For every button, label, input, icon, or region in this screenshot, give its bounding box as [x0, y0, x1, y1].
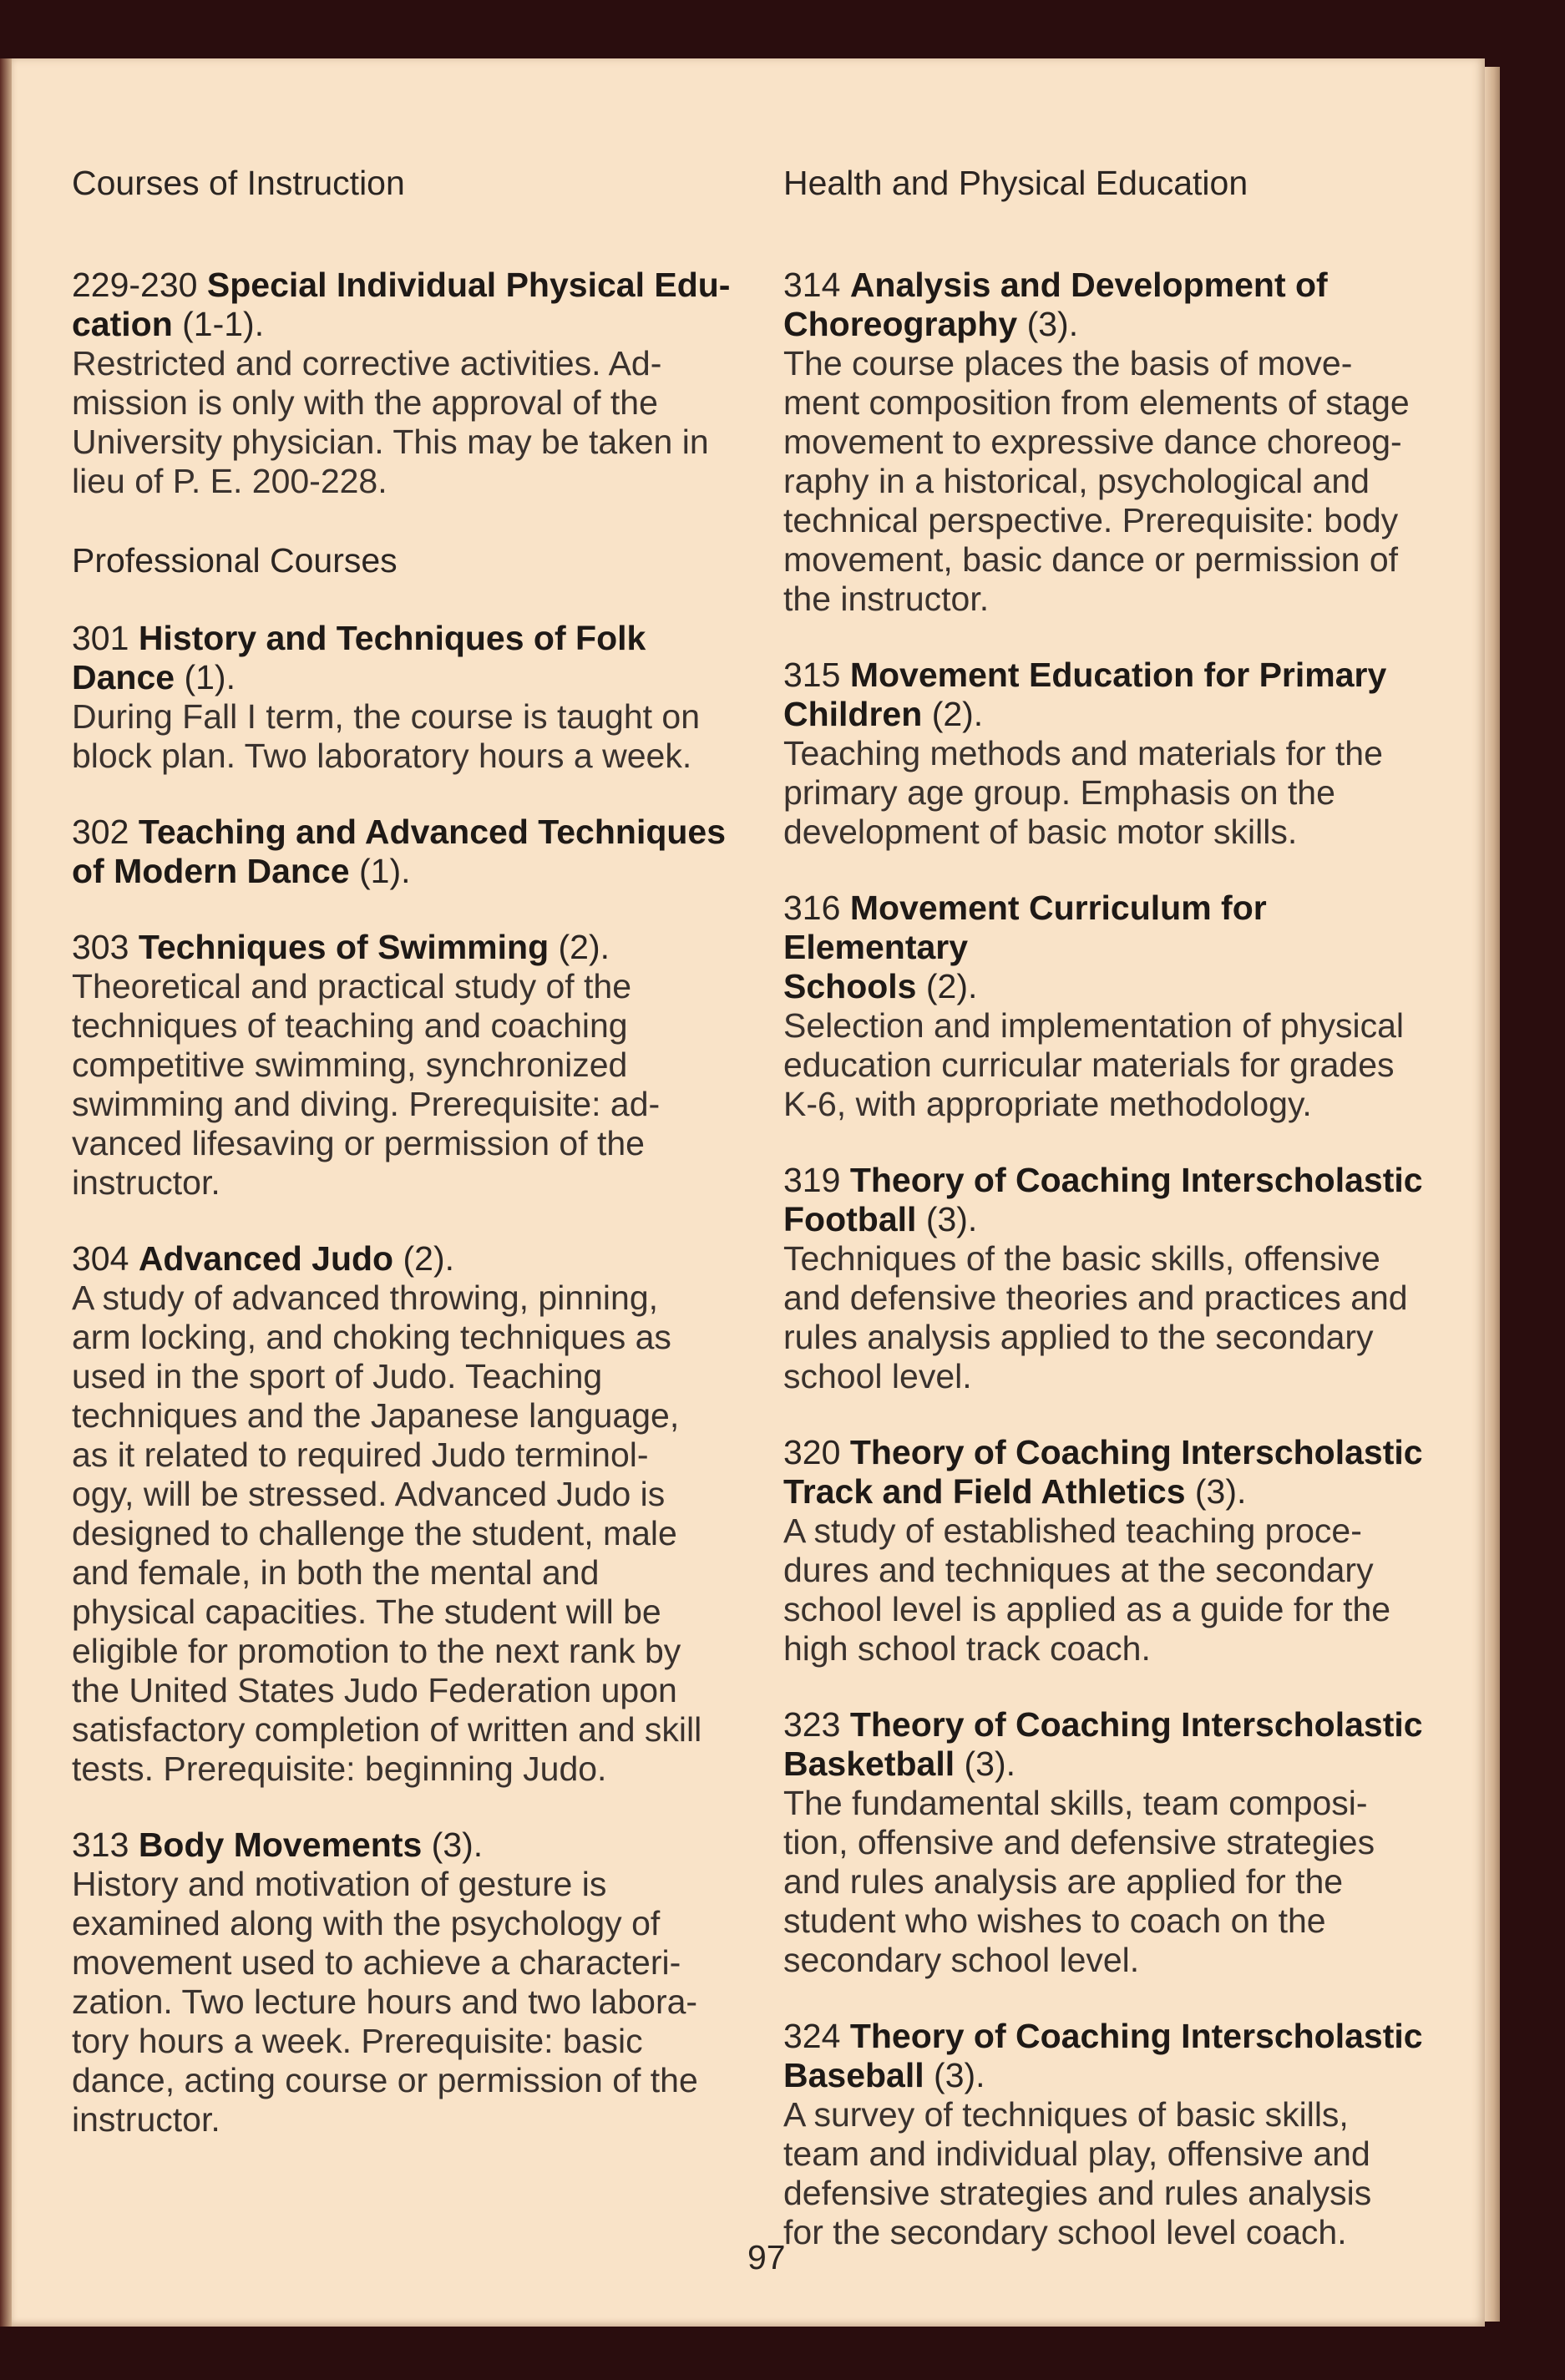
- left-column: [72, 266, 740, 2176]
- course-credits: (2).: [393, 1239, 455, 1278]
- description-line: tory hours a week. Prerequisite: basic: [72, 2022, 643, 2060]
- description-line: for the secondary school level coach.: [783, 2213, 1347, 2251]
- course-credits: (2).: [922, 695, 984, 733]
- description-line: school level is applied as a guide for the: [783, 1590, 1391, 1628]
- course-name-cont: Children: [783, 695, 923, 733]
- course-credits: (1).: [175, 658, 236, 696]
- course-title: [783, 656, 1451, 734]
- course-description: [72, 1279, 740, 1789]
- course-number: 323: [783, 1705, 841, 1744]
- description-line: rules analysis applied to the secondary: [783, 1318, 1374, 1356]
- description-line: The course places the basis of move-: [783, 344, 1353, 382]
- description-line: History and motivation of gesture is: [72, 1865, 607, 1903]
- course-entry: [783, 889, 1451, 1124]
- course-entry: [72, 1826, 740, 2139]
- course-name-cont: Baseball: [783, 2056, 924, 2094]
- section-heading: Professional Courses: [72, 541, 398, 580]
- description-line: as it related to required Judo terminol-: [72, 1436, 649, 1474]
- course-entry: [72, 813, 740, 891]
- course-entry: [783, 2017, 1451, 2252]
- description-line: lieu of P. E. 200-228.: [72, 462, 387, 500]
- course-number: 304: [72, 1239, 129, 1278]
- description-line: ogy, will be stressed. Advanced Judo is: [72, 1475, 666, 1513]
- description-line: Teaching methods and materials for the: [783, 734, 1383, 772]
- running-header-right: Health and Physical Education: [783, 164, 1248, 202]
- course-entry: [72, 266, 740, 501]
- course-name: Techniques of Swimming: [138, 928, 550, 966]
- course-title: [72, 266, 740, 344]
- description-line: dures and techniques at the secondary: [783, 1551, 1374, 1589]
- description-line: and female, in both the mental and: [72, 1553, 600, 1592]
- description-line: student who wishes to coach on the: [783, 1901, 1326, 1940]
- description-line: zation. Two lecture hours and two labora-: [72, 1982, 698, 2021]
- description-line: movement, basic dance or permission of: [783, 540, 1399, 579]
- course-credits: (1-1).: [172, 305, 265, 343]
- page-number: 97: [747, 2238, 786, 2276]
- course-number: 313: [72, 1826, 129, 1864]
- description-line: ment composition from elements of stage: [783, 383, 1410, 422]
- right-column: [783, 266, 1451, 2289]
- course-title: [72, 619, 740, 697]
- course-credits: (3).: [955, 1744, 1016, 1783]
- course-name: Teaching and Advanced Techniques: [138, 813, 727, 851]
- course-number: 320: [783, 1433, 841, 1471]
- left-course-list: [72, 619, 740, 2139]
- description-line: raphy in a historical, psychological and: [783, 462, 1370, 500]
- course-number: 324: [783, 2017, 841, 2055]
- description-line: examined along with the psychology of: [72, 1904, 661, 1942]
- course-number: 315: [783, 656, 841, 694]
- description-line: A study of advanced throwing, pinning,: [72, 1279, 659, 1317]
- course-credits: (2).: [916, 967, 978, 1005]
- course-name-cont: Schools: [783, 967, 917, 1005]
- description-line: school level.: [783, 1357, 972, 1395]
- course-name: History and Techniques of Folk: [138, 619, 646, 657]
- course-description: [783, 1006, 1451, 1124]
- description-line: high school track coach.: [783, 1629, 1151, 1668]
- description-line: Theoretical and practical study of the: [72, 967, 632, 1005]
- course-description: [783, 344, 1451, 619]
- course-title: [783, 1705, 1451, 1784]
- course-name-cont: Basketball: [783, 1744, 955, 1783]
- description-line: competitive swimming, synchronized: [72, 1046, 628, 1084]
- description-line: satisfactory completion of written and skill: [72, 1710, 702, 1749]
- description-line: Techniques of the basic skills, offensive: [783, 1239, 1380, 1278]
- description-line: the United States Judo Federation upon: [72, 1671, 677, 1709]
- description-line: defensive strategies and rules analysis: [783, 2174, 1372, 2212]
- course-credits: (3).: [916, 1200, 978, 1238]
- course-description: [72, 967, 740, 1203]
- course-title: [783, 1433, 1451, 1512]
- description-line: Restricted and corrective activities. Ad-: [72, 344, 662, 382]
- course-description: [783, 1512, 1451, 1669]
- course-description: [783, 1784, 1451, 1980]
- course-name: Advanced Judo: [138, 1239, 394, 1278]
- course-description: [783, 1239, 1451, 1396]
- course-number: 229-230: [72, 266, 198, 304]
- course-title: [72, 1239, 740, 1279]
- course-name: Theory of Coaching Interscholastic: [849, 1433, 1423, 1471]
- description-line: block plan. Two laboratory hours a week.: [72, 737, 692, 775]
- description-line: instructor.: [72, 2100, 220, 2139]
- course-number: 319: [783, 1161, 841, 1199]
- description-line: eligible for promotion to the next rank by: [72, 1632, 681, 1670]
- course-entry: [783, 1161, 1451, 1396]
- course-entry: [783, 1433, 1451, 1669]
- description-line: secondary school level.: [783, 1941, 1140, 1979]
- course-credits: (3).: [1017, 305, 1079, 343]
- description-line: team and individual play, offensive and: [783, 2134, 1370, 2173]
- course-name-cont: Dance: [72, 658, 175, 696]
- description-line: K-6, with appropriate methodology.: [783, 1085, 1312, 1123]
- description-line: tests. Prerequisite: beginning Judo.: [72, 1750, 607, 1788]
- course-name: Analysis and Development of: [849, 266, 1328, 304]
- course-number: 302: [72, 813, 129, 851]
- description-line: development of basic motor skills.: [783, 813, 1298, 851]
- description-line: techniques of teaching and coaching: [72, 1006, 628, 1045]
- course-credits: (2).: [549, 928, 610, 966]
- description-line: and rules analysis are applied for the: [783, 1862, 1344, 1901]
- description-line: University physician. This may be taken in: [72, 423, 709, 461]
- course-description: [72, 344, 740, 501]
- description-line: instructor.: [72, 1163, 220, 1202]
- course-name: Special Individual Physical Edu-: [206, 266, 731, 304]
- description-line: A study of established teaching proce-: [783, 1512, 1362, 1550]
- course-title: [72, 1826, 740, 1865]
- description-line: arm locking, and choking techniques as: [72, 1318, 671, 1356]
- description-line: movement used to achieve a characteri-: [72, 1943, 681, 1982]
- course-number: 301: [72, 619, 129, 657]
- course-number: 314: [783, 266, 841, 304]
- course-description: [72, 697, 740, 776]
- course-entry: [72, 619, 740, 776]
- course-name: Theory of Coaching Interscholastic: [849, 1161, 1423, 1199]
- course-name-cont: cation: [72, 305, 173, 343]
- right-course-list: [783, 266, 1451, 2252]
- course-entry: [72, 1239, 740, 1789]
- description-line: techniques and the Japanese language,: [72, 1396, 680, 1435]
- description-line: swimming and diving. Prerequisite: ad-: [72, 1085, 661, 1123]
- course-title: [783, 889, 1451, 1006]
- description-line: physical capacities. The student will be: [72, 1593, 661, 1631]
- course-credits: (3).: [924, 2056, 985, 2094]
- book-binding-shadow: [0, 58, 12, 2327]
- description-line: movement to expressive dance choreog-: [783, 423, 1402, 461]
- course-credits: (1).: [349, 852, 411, 890]
- description-line: technical perspective. Prerequisite: body: [783, 501, 1399, 539]
- course-entry: [783, 1705, 1451, 1980]
- course-name-cont: of Modern Dance: [72, 852, 350, 890]
- course-description: [783, 2095, 1451, 2252]
- course-name: Body Movements: [138, 1826, 423, 1864]
- course-title: [783, 266, 1451, 344]
- description-line: During Fall I term, the course is taught on: [72, 697, 701, 736]
- course-credits: (3).: [422, 1826, 484, 1864]
- description-line: designed to challenge the student, male: [72, 1514, 677, 1552]
- course-title: [72, 928, 740, 967]
- course-name: Movement Education for Primary: [849, 656, 1387, 694]
- description-line: The fundamental skills, team composi-: [783, 1784, 1368, 1822]
- description-line: primary age group. Emphasis on the: [783, 773, 1335, 812]
- course-title: [72, 813, 740, 891]
- course-entry: [72, 928, 740, 1203]
- course-name-cont: Track and Field Athletics: [783, 1472, 1186, 1511]
- running-header-left: Courses of Instruction: [72, 164, 405, 202]
- description-line: vanced lifesaving or permission of the: [72, 1124, 645, 1162]
- description-line: Selection and implementation of physical: [783, 1006, 1404, 1045]
- description-line: and defensive theories and practices and: [783, 1279, 1408, 1317]
- course-name: Theory of Coaching Interscholastic: [849, 1705, 1423, 1744]
- course-name-cont: Choreography: [783, 305, 1018, 343]
- description-line: used in the sport of Judo. Teaching: [72, 1357, 603, 1395]
- description-line: mission is only with the approval of the: [72, 383, 658, 422]
- course-title: [783, 2017, 1451, 2095]
- course-entry: [783, 656, 1451, 852]
- description-line: education curricular materials for grades: [783, 1046, 1395, 1084]
- course-credits: (3).: [1185, 1472, 1247, 1511]
- course-name-cont: Football: [783, 1200, 917, 1238]
- course-number: 303: [72, 928, 129, 966]
- page-stack-edge: [1485, 67, 1500, 2322]
- description-line: A survey of techniques of basic skills,: [783, 2095, 1349, 2134]
- course-description: [783, 734, 1451, 852]
- course-title: [783, 1161, 1451, 1239]
- description-line: the instructor.: [783, 580, 990, 618]
- description-line: dance, acting course or permission of the: [72, 2061, 698, 2099]
- course-name: Theory of Coaching Interscholastic: [849, 2017, 1423, 2055]
- course-description: [72, 1865, 740, 2139]
- course-number: 316: [783, 889, 841, 927]
- course-entry: [783, 266, 1451, 619]
- course-name: Movement Curriculum for Elementary: [783, 889, 1267, 966]
- description-line: tion, offensive and defensive strategies: [783, 1823, 1375, 1861]
